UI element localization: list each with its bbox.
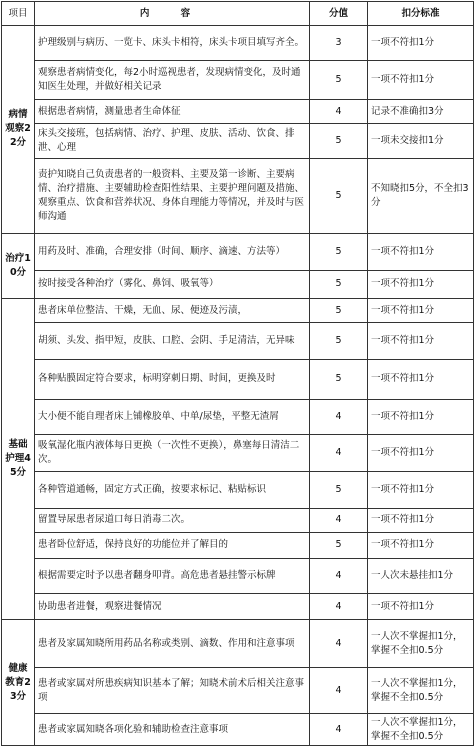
header-row [2,2,474,26]
deduct-cell: 一项不符扣1分 [368,471,474,508]
content-cell: 用药及时、准确，合理安排（时间、顺序、滴速、方法等） [35,233,310,270]
table-row [2,124,474,159]
content-cell: 护理级别与病历、一览卡、床头卡相符，床头卡项目填写齐全。 [35,26,310,61]
score-cell: 5 [310,60,368,99]
table-row [2,620,474,668]
score-cell: 5 [310,233,368,270]
deduct-cell: 记录不准确扣3分 [368,100,474,124]
deduct-cell: 一项不符扣1分 [368,270,474,298]
score-cell: 5 [310,299,368,323]
deduct-cell: 不知晓扣5分，不全扣3分 [368,159,474,233]
content-cell: 观察患者病情变化，每2小时巡视患者，发现病情变化，及时通知医生处理，并做好相关记录 [35,60,310,99]
content-cell: 大小便不能自理者床上铺橡胶单、中单/尿垫，平整无渣屑 [35,399,310,434]
category-cell: 健康教育23分 [2,620,35,746]
deduct-cell: 一项不符扣1分 [368,299,474,323]
deduct-cell: 一项不符扣1分 [368,360,474,399]
score-cell: 4 [310,594,368,620]
deduct-cell: 一项不符扣1分 [368,532,474,558]
table-row [2,233,474,270]
deduct-cell: 一项不符扣1分 [368,323,474,360]
deduct-cell: 一人次不掌握扣1分，掌握不全扣0.5分 [368,620,474,668]
category-cell: 基础护理45分 [2,299,35,620]
score-cell: 5 [310,159,368,233]
table-row [2,434,474,471]
score-cell: 4 [310,100,368,124]
table-row [2,594,474,620]
scoring-table [1,1,474,746]
content-cell: 胡须、头发、指甲短，皮肤、口腔、会阴、手足清洁，无异味 [35,323,310,360]
table-row [2,471,474,508]
content-cell: 协助患者进餐，观察进餐情况 [35,594,310,620]
header-content: 内 容 [35,2,310,26]
table-row [2,159,474,233]
content-cell: 各种贴膜固定符合要求，标明穿刺日期、时间，更换及时 [35,360,310,399]
deduct-cell: 一项未交接扣1分 [368,124,474,159]
content-cell: 根据患者病情，测量患者生命体征 [35,100,310,124]
table-row [2,100,474,124]
table-row [2,508,474,532]
table-row [2,714,474,746]
category-cell: 病情观察22分 [2,26,35,234]
table-row [2,532,474,558]
score-cell: 3 [310,26,368,61]
score-cell: 5 [310,124,368,159]
score-cell: 5 [310,471,368,508]
deduct-cell: 一项不符扣1分 [368,26,474,61]
content-cell: 患者卧位舒适，保持良好的功能位并了解目的 [35,532,310,558]
deduct-cell: 一人次不掌握扣1分，掌握不全扣0.5分 [368,714,474,746]
content-cell: 患者或家属对所患疾病知识基本了解；知晓术前术后相关注意事项 [35,668,310,714]
table-row [2,270,474,298]
header-item: 项目 [2,2,35,26]
content-cell: 吸氧湿化瓶内液体每日更换（一次性不更换），鼻塞每日清洁二次。 [35,434,310,471]
table-row [2,26,474,61]
score-cell: 5 [310,323,368,360]
table-row [2,399,474,434]
content-cell: 根据需要定时予以患者翻身叩背。高危患者悬挂警示标牌 [35,559,310,594]
table-row [2,559,474,594]
deduct-cell: 一项不符扣1分 [368,508,474,532]
deduct-cell: 一项不符扣1分 [368,594,474,620]
score-cell: 4 [310,714,368,746]
header-score: 分值 [310,2,368,26]
deduct-cell: 一项不符扣1分 [368,60,474,99]
content-cell: 患者床单位整洁、干燥，无血、尿、便迹及污渍， [35,299,310,323]
deduct-cell: 一人次未悬挂扣1分 [368,559,474,594]
table-row [2,360,474,399]
score-cell: 4 [310,434,368,471]
category-cell: 治疗10分 [2,233,35,299]
deduct-cell: 一项不符扣1分 [368,399,474,434]
score-cell: 5 [310,270,368,298]
score-cell: 5 [310,532,368,558]
score-cell: 4 [310,620,368,668]
content-cell: 床头交接班，包括病情、治疗、护理、皮肤、活动、饮食、排泄、心理 [35,124,310,159]
score-cell: 4 [310,508,368,532]
deduct-cell: 一项不符扣1分 [368,434,474,471]
scoring-table-body [2,2,474,746]
table-row [2,60,474,99]
table-row [2,668,474,714]
deduct-cell: 一项不符扣1分 [368,233,474,270]
content-cell: 留置导尿患者尿道口每日消毒二次。 [35,508,310,532]
score-cell: 4 [310,668,368,714]
content-cell: 患者及家属知晓所用药品名称或类别、滴数、作用和注意事项 [35,620,310,668]
table-row [2,299,474,323]
content-cell: 患者或家属知晓各项化验和辅助检查注意事项 [35,714,310,746]
deduct-cell: 一人次不掌握扣1分，掌握不全扣0.5分 [368,668,474,714]
content-cell: 各种管道通畅，固定方式正确，按要求标记、粘贴标识 [35,471,310,508]
score-cell: 5 [310,360,368,399]
table-row [2,323,474,360]
header-deduct: 扣分标准 [368,2,474,26]
score-cell: 4 [310,399,368,434]
content-cell: 按时接受各种治疗（雾化、鼻饲、吸氧等） [35,270,310,298]
score-cell: 4 [310,559,368,594]
content-cell: 责护知晓自己负责患者的一般资料、主要及第一诊断、主要病情、治疗措施、主要辅助检查阳性结果、主要护理问题及措施、观察重点、饮食和营养状况、身体自理能力等情况，并及时与医师沟通 [35,159,310,233]
